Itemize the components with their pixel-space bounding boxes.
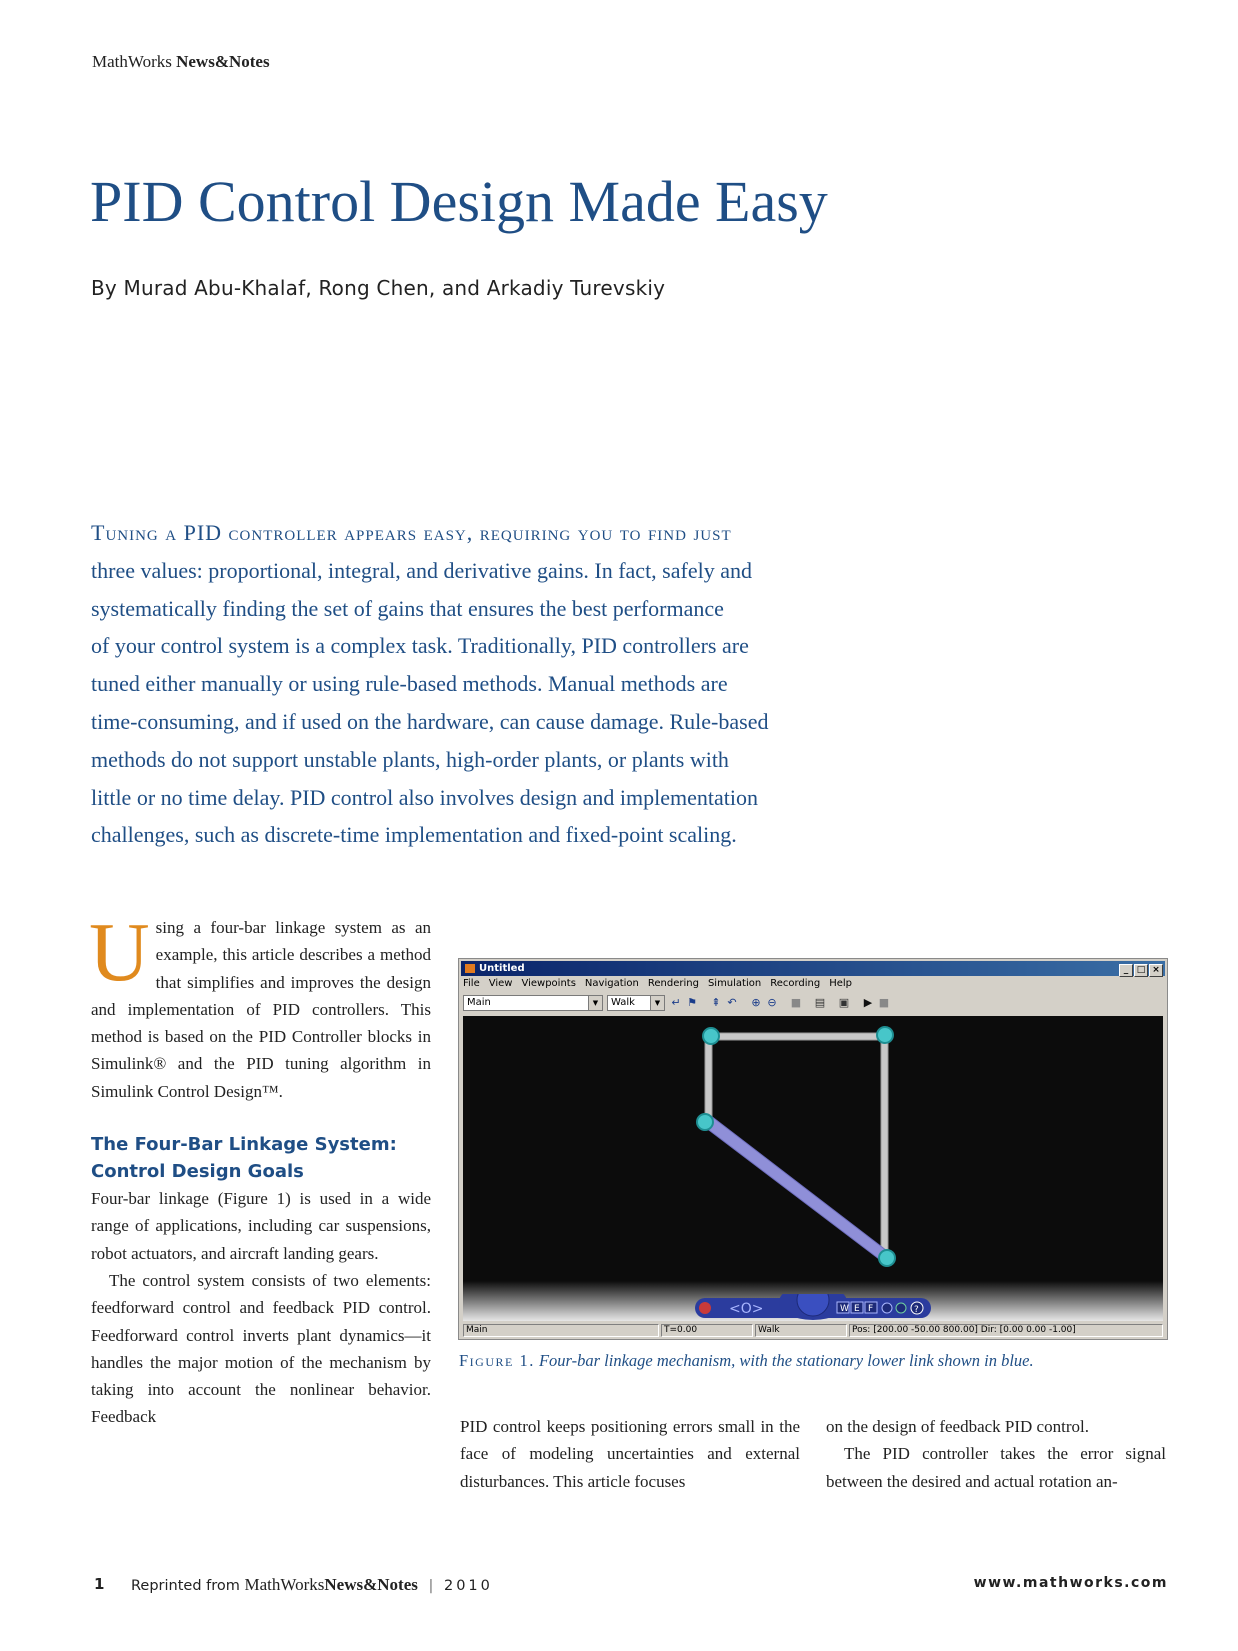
lede-line: systematically finding the set of gains that ensures the best performance (91, 595, 724, 621)
lede-line: tuned either manually or using rule-based methods. Manual methods are (91, 671, 728, 697)
menu-view[interactable]: View (488, 978, 513, 989)
menu-bar (463, 978, 861, 992)
straighten-icon[interactable]: ⇞ (711, 996, 721, 1009)
caption-label: Figure 1. (459, 1351, 535, 1370)
article-title: PID Control Design Made Easy (90, 169, 828, 234)
viewpoint-select[interactable] (463, 995, 603, 1011)
status-viewpoint: Main (463, 1324, 659, 1337)
close-icon[interactable]: × (1149, 964, 1163, 977)
status-time: T=0.00 (661, 1324, 753, 1337)
joint (877, 1027, 893, 1043)
status-bar (463, 1324, 1163, 1338)
joint (879, 1250, 895, 1266)
joint (703, 1028, 719, 1044)
drop-cap: U (89, 906, 150, 999)
lede-line: time-consuming, and if used on the hardware, can cause damage. Rule-based (91, 708, 769, 734)
editor-icon[interactable]: ▤ (814, 996, 826, 1009)
lede-line: challenges, such as discrete-time implementation and fixed-point scaling. (91, 822, 737, 848)
menu-simulation[interactable]: Simulation (707, 978, 762, 989)
lede-line: methods do not support unstable plants, high-order plants, or plants with (91, 746, 729, 772)
minimize-icon[interactable]: _ (1119, 964, 1133, 977)
body-column-1 (89, 906, 431, 1431)
mode-select[interactable] (607, 995, 665, 1011)
nav-fly-button[interactable]: F (868, 1304, 874, 1314)
masthead-publication: News&Notes (176, 52, 270, 71)
camera-icon[interactable]: ▣ (838, 996, 850, 1009)
section-heading-line-1: The Four-Bar Linkage System: (91, 1134, 397, 1156)
return-icon[interactable]: ↵ (671, 996, 681, 1009)
chevron-down-icon: ▼ (650, 996, 664, 1010)
lede-line: little or no time delay. PID control also involves design and implementation (91, 784, 759, 810)
app-icon (465, 964, 475, 973)
svg-text:?: ? (914, 1305, 919, 1315)
menu-file[interactable]: File (463, 978, 480, 989)
body-column-2 (460, 1413, 800, 1495)
chevron-down-icon: ▼ (588, 996, 602, 1010)
ground-link (701, 1116, 891, 1262)
zoom-in-icon[interactable]: ⊕ (751, 996, 761, 1009)
body-paragraph: The control system consists of two elements: feedforward control and feedback PID control. Feedforward control inverts plant dynamics—it handles the major motion of the mechanism by taking into account the nonlinear behavior. Feedback (91, 1270, 431, 1427)
menu-rendering[interactable]: Rendering (647, 978, 699, 989)
toolbar (463, 995, 1163, 1013)
byline: By Murad Abu-Khalaf, Rong Chen, and Arkadiy Turevskiy (91, 276, 666, 300)
play-icon[interactable]: ▶ (863, 996, 873, 1009)
section-heading-line-2: Control Design Goals (91, 1161, 304, 1183)
intro-text: sing a four-bar linkage system as an example, this article describes a method that simplifies and improves the design and implementation of PID controllers. This method is based on the PID Controller blocks in Simulink® and the PID tuning algorithm in Simulink Control Design™. (91, 918, 431, 1101)
output-rocker (881, 1038, 888, 1260)
status-position: Pos: [200.00 -50.00 800.00] Dir: [0.00 0.00 -1.00] (849, 1324, 1163, 1337)
status-mode: Walk (755, 1324, 847, 1337)
record-stop-icon[interactable]: ■ (878, 996, 890, 1009)
lede-line: three values: proportional, integral, and derivative gains. In fact, safely and (91, 557, 752, 583)
zoom-out-icon[interactable]: ⊖ (767, 996, 777, 1009)
lede-lead: Tuning a PID controller appears easy, requiring you to find just (91, 520, 732, 545)
joint (697, 1114, 713, 1130)
reprint-brand: MathWorks (244, 1575, 325, 1594)
stop-icon[interactable]: ■ (790, 996, 802, 1009)
menu-recording[interactable]: Recording (770, 978, 821, 989)
nav-examine-button[interactable]: E (854, 1304, 860, 1314)
footer-url[interactable]: www.mathworks.com (973, 1575, 1168, 1591)
reprint-year: 2010 (443, 1578, 493, 1594)
vr-viewer-window (458, 958, 1168, 1340)
caption-text: Four-bar linkage mechanism, with the stationary lower link shown in blue. (538, 1351, 1034, 1370)
nav-walk-button[interactable]: W (840, 1304, 849, 1314)
page-number: 1 (94, 1575, 105, 1593)
close-nav-icon[interactable] (699, 1302, 711, 1314)
window-titlebar (461, 961, 1165, 976)
viewpoint-select-value: Main (467, 997, 491, 1008)
navigation-panel (695, 1294, 931, 1320)
window-controls (1118, 962, 1163, 977)
3d-viewport[interactable] (463, 1016, 1163, 1321)
body-paragraph: Four-bar linkage (Figure 1) is used in a wide range of applications, including car suspensions, robot actuators, and aircraft landing gears. (91, 1189, 431, 1263)
body-paragraph: on the design of feedback PID control. (826, 1417, 1089, 1436)
flag-icon[interactable]: ⚑ (687, 996, 697, 1009)
footer-divider: | (428, 1578, 434, 1594)
linkage-scene (463, 1016, 1163, 1321)
section-heading (91, 1131, 431, 1185)
collision-icon[interactable] (896, 1303, 906, 1313)
reprint-publication: News&Notes (324, 1575, 418, 1594)
menu-help[interactable]: Help (829, 978, 853, 989)
reprint-prefix: Reprinted from (131, 1578, 240, 1594)
headlight-icon[interactable] (882, 1303, 892, 1313)
reprint-note (131, 1575, 493, 1595)
body-paragraph: PID control keeps positioning errors small in the face of modeling uncertainties and external disturbances. This article focuses (460, 1417, 800, 1491)
undo-move-icon[interactable]: ↶ (727, 996, 737, 1009)
mode-select-value: Walk (611, 997, 635, 1008)
figure-caption (459, 1351, 1034, 1371)
body-column-3 (826, 1413, 1166, 1495)
body-paragraph: The PID controller takes the error signal between the desired and actual rotation an- (826, 1444, 1166, 1491)
lede (91, 514, 831, 854)
menu-viewpoints[interactable]: Viewpoints (521, 978, 576, 989)
window-title: Untitled (479, 963, 525, 974)
masthead-brand: MathWorks (92, 52, 172, 71)
maximize-icon[interactable]: □ (1134, 964, 1148, 977)
intro-paragraph (89, 906, 431, 1105)
lede-line: of your control system is a complex task. Traditionally, PID controllers are (91, 633, 749, 659)
coupler-link (719, 1033, 885, 1040)
menu-navigation[interactable]: Navigation (584, 978, 639, 989)
nav-arrows-icon[interactable]: <O> (729, 1301, 764, 1317)
masthead (92, 52, 270, 72)
